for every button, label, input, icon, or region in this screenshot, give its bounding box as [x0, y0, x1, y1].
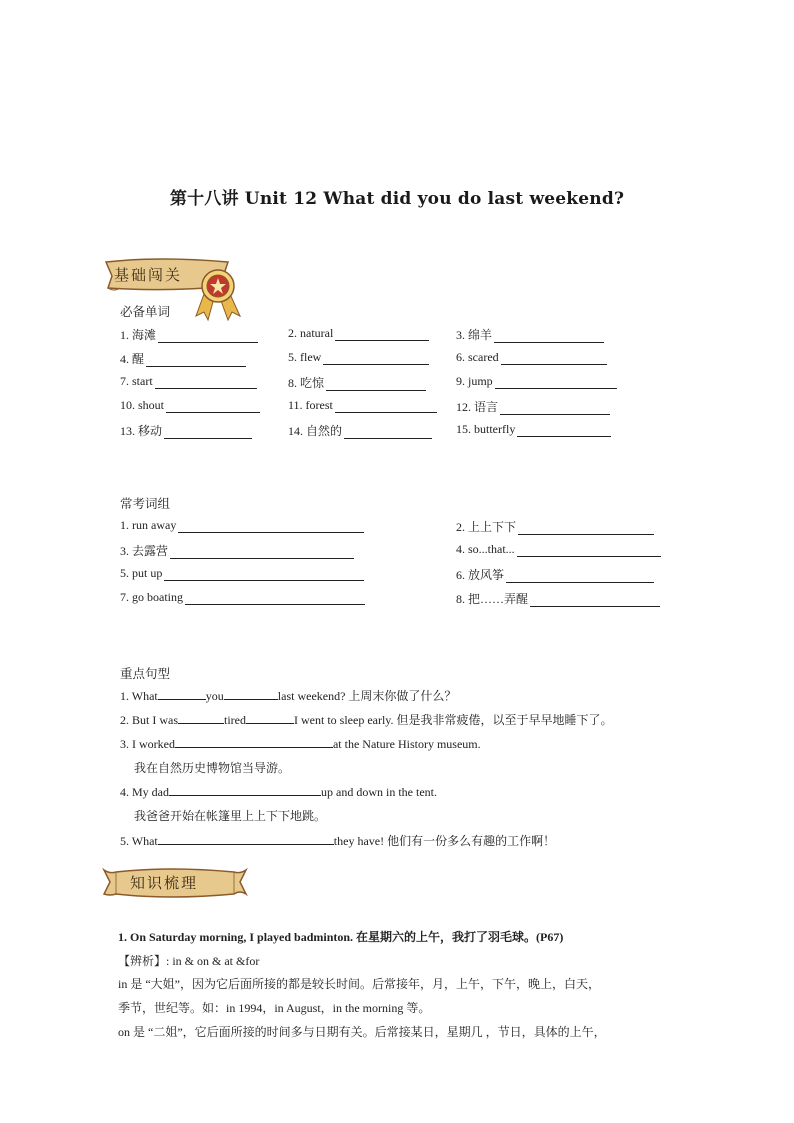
list-item: 5. put up: [120, 566, 364, 581]
sentence-4-translation: 我爸爸开始在帐篷里上上下下地跳。: [134, 809, 327, 823]
sentence-3: 3. I worked at the Nature History museum.: [120, 737, 481, 751]
banner-knowledge: [100, 864, 250, 902]
sentence-1: 1. What you last weekend? 上周末你做了什么？: [120, 689, 457, 703]
list-item: 5. flew: [288, 350, 429, 365]
list-item: 15. butterfly: [456, 422, 611, 437]
bianxi-label: 【辨析】: in & on & at &for: [118, 954, 260, 968]
list-item: 1. run away: [120, 518, 364, 533]
list-item: 6. 放风筝: [456, 566, 654, 583]
list-item: 4. so...that...: [456, 542, 661, 557]
section-sentences-heading: 重点句型: [120, 666, 171, 681]
sentence-2: 2. But I was tired I went to sleep early. 但是我非常疲倦，以至于早早地睡下了。: [120, 713, 613, 727]
list-item: 2. 上上下下: [456, 518, 654, 535]
in-line-2: 季节，世纪等。如：in 1994，in August，in the morning 等。: [118, 1001, 431, 1015]
sentence-3-translation: 我在自然历史博物馆当导游。: [134, 761, 291, 775]
list-item: 10. shout: [120, 398, 260, 413]
list-item: 6. scared: [456, 350, 607, 365]
list-item: 11. forest: [288, 398, 437, 413]
list-item: 1. 海滩: [120, 326, 258, 343]
list-item: 7. go boating: [120, 590, 365, 605]
list-item: 7. start: [120, 374, 257, 389]
list-item: 9. jump: [456, 374, 617, 389]
banner-basics-label: 基础闯关: [114, 266, 183, 284]
sentence-5: 5. What they have! 他们有一份多么有趣的工作啊！: [120, 834, 556, 848]
in-line-1: in 是 “大姐”，因为它后面所接的都是较长时间。后常接年，月，上午，下午，晚上，白天，: [118, 977, 600, 991]
section-phrases-heading: 常考词组: [120, 496, 171, 511]
list-item: 3. 绵羊: [456, 326, 604, 343]
knowledge-point-1: 1. On Saturday morning, I played badminton. 在星期六的上午，我打了羽毛球。(P67): [118, 930, 564, 944]
section-vocab-heading: 必备单词: [120, 304, 171, 319]
list-item: 13. 移动: [120, 422, 252, 439]
on-line: on 是 “二姐”，它后面所接的时间多与日期有关。后常接某日，星期几 ，节日，具体的上午，: [118, 1025, 606, 1039]
page-title: 第十八讲 Unit 12 What did you do last weekend?: [169, 189, 625, 209]
sentence-4: 4. My dad up and down in the tent.: [120, 785, 437, 799]
list-item: 3. 去露营: [120, 542, 354, 559]
list-item: 2. natural: [288, 326, 429, 341]
banner-knowledge-label: 知识梳理: [130, 874, 199, 892]
in-explanation: [118, 972, 678, 1044]
list-item: 8. 吃惊: [288, 374, 426, 391]
list-item: 12. 语言: [456, 398, 610, 415]
list-item: 14. 自然的: [288, 422, 432, 439]
list-item: 8. 把……弄醒: [456, 590, 660, 607]
list-item: 4. 醒: [120, 350, 246, 367]
